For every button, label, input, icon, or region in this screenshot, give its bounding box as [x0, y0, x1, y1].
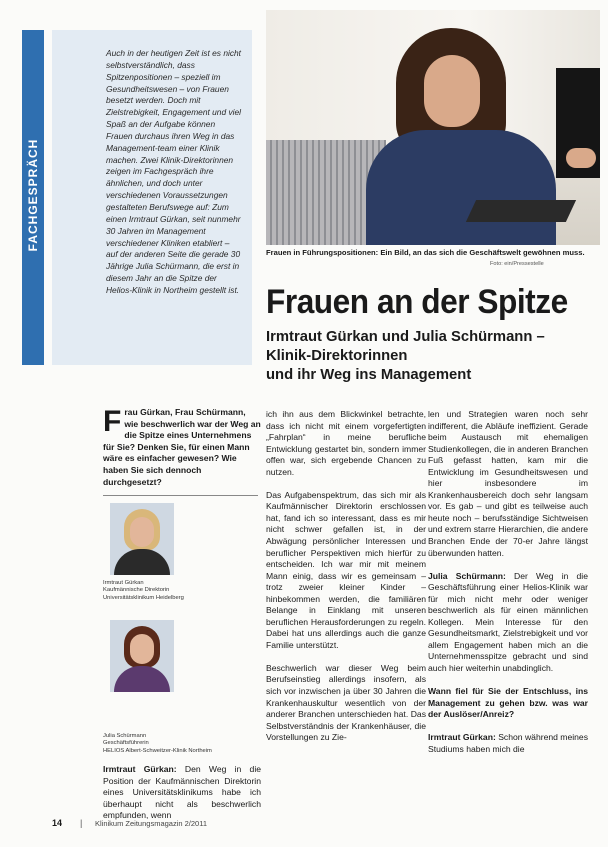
subheadline: [266, 328, 596, 385]
speaker-label: Irmtraut Gürkan:: [103, 764, 177, 774]
caption-line: Kaufmännische Direktorin: [103, 587, 170, 594]
subheadline-line: und ihr Weg ins Management: [266, 367, 472, 383]
caption-line: Irmtraut Gürkan: [103, 580, 144, 586]
section-tab-label: FACHGESPRÄCH: [26, 138, 40, 252]
caption-line: Geschäftsführerin: [103, 740, 149, 747]
article-column-2: [266, 409, 426, 755]
hero-caption: Frauen in Führungspositionen: Ein Bild, an das sich die Geschäftswelt gewöhnen muss.: [266, 248, 585, 257]
intro-text: Auch in der heutigen Zeit ist es nicht selbstverständlich, dass Spitzenpositionen – speziell im Gesundheitswesen – von Frauen besetzt werden. Doch mit Zielstrebigkeit, Engagement und viel Spaß an der Aufgabe können Frauen durchaus ihren Weg in das Management-team einer Klinik machen. Zwei Klinik-Direktorinnen zeigen im Fachgespräch ihre ähnlichen, und doch unter verschiedenen Voraussetzungen gestalteten Berufswege auf: Zum einen Irmtraut Gürkan, seit nunmehr 30 Jahren im Management verschiedener Kliniken etabliert – auf der anderen Seite die gerade 30 Jährige Julia Schürmann, die erst in diesem Jahr an die Spitze der Helios-Klinik in Northeim gestellt ist.: [106, 48, 242, 295]
hero-photo: [266, 10, 600, 245]
divider: [103, 495, 258, 496]
portrait-caption: [103, 733, 253, 755]
caption-line: Julia Schürmann: [103, 733, 147, 739]
speaker-label: Irmtraut Gürkan:: [428, 732, 496, 743]
body-text: Schon während meines Studiums haben mich die: [428, 732, 589, 754]
interview-question: Wann fiel für Sie der Entschluss, ins Management zu gehen bzw. was war der Auslöser/Anreiz?: [428, 686, 588, 720]
body-paragraph: len und Strategien waren noch sehr indifferent, die Abläufe ineffizient. Gerade beim Austausch mit ehemaligen Studienkollegen, die in anderen Branchen Fuß gefasst hatten, kam mir die Entwicklung im Gesundheitswesen und hier insbesondere im Krankenhausbereich doch sehr langsam vor. Es gab – und gibt es teilweise auch heute noch – berufsständige Sichtweisen und extrem starre Hierarchien, die andere Branchen Ende der 70-er Jahre längst überwunden hatten.: [428, 409, 588, 558]
portrait-guerkan: [110, 503, 174, 575]
body-paragraph: Das Aufgabenspektrum, das sich mir als Kaufmännischer Direktorin erschlossen hat, fand ich so interessant, dass es mir nicht schwer gefallen ist, in der Abwägung persönlicher Interessen und beruflicher Perspektiven mich hierfür zu entscheiden. Ich war mir mit meinem Mann einig, dass wir es gemeinsam – trotz zweier kleiner Kinder – hinbekommen werden, die familiären Belange in Einklang mit unseren beruflichen Herausforderungen zu regeln. Dabei hat uns allerdings auch die ganze Familie unterstützt.: [266, 489, 426, 650]
subheadline-line: Irmtraut Gürkan und Julia Schürmann –: [266, 329, 545, 345]
drop-cap: F: [103, 405, 122, 438]
opening-question: [103, 407, 261, 488]
body-paragraph: Beschwerlich war dieser Weg beim Berufseinstieg allerdings insofern, als sich vor inzwischen ja über 30 Jahren die Krankenhauskultur wesentlich von der anderer Branchen unterschieden hat. Das Selbstverständnis der Krankenhäuser, die Vorstellungen zu Zie-: [266, 662, 426, 743]
portrait-caption: [103, 580, 253, 602]
footer-separator: |: [80, 818, 83, 828]
body-text: Der Weg in die Geschäftsführung einer Helios-Klinik war für mich nicht mehr oder weniger beschwerlich als für einen männlichen Kollegen. Mein Interesse für den Gesundheitsmarkt, Zielstrebigkeit und vor allem Engagement haben mich an die Unternehmensspitze gebracht und sind auch hier weiterhin unabdinglich.: [428, 570, 589, 673]
body-text: Den Weg in die Position der Kaufmännischen Direktorin eines Universitätsklinikums habe ich überhaupt nicht als beschwerlich empfunden, wenn: [103, 764, 262, 821]
hero-credit: Foto: ein/Pressestelle: [490, 261, 544, 267]
headline: Frauen an der Spitze: [266, 283, 568, 321]
body-paragraph: ich ihn aus dem Blickwinkel betrachte, dass ich nicht mit einem vorgefertigten „Fahrplan“ in meine berufliche Entwicklung gestartet bin, sondern immer offen war, sich ergebende Chancen zu nutzen.: [266, 409, 426, 477]
portrait-schuermann: [110, 620, 174, 692]
publication-name: Klinikum Zeitungsmagazin 2/2011: [95, 819, 208, 828]
subheadline-line: Klinik-Direktorinnen: [266, 348, 408, 364]
caption-line: HELIOS Albert-Schweitzer-Klinik Northeim: [103, 747, 212, 754]
question-text: rau Gürkan, Frau Schürmann, wie beschwerlich war der Weg an die Spitze eines Unternehmens für Sie? Denken Sie, für einen Mann wäre es einfacher gewesen? Wie haben Sie sich dennoch durchgesetzt?: [103, 407, 261, 487]
speaker-label: Julia Schürmann:: [428, 570, 506, 581]
intro-box: [52, 30, 252, 365]
page-number: 14: [52, 818, 63, 828]
article-column-3: [428, 409, 588, 767]
caption-line: Universitätsklinikum Heidelberg: [103, 594, 184, 601]
